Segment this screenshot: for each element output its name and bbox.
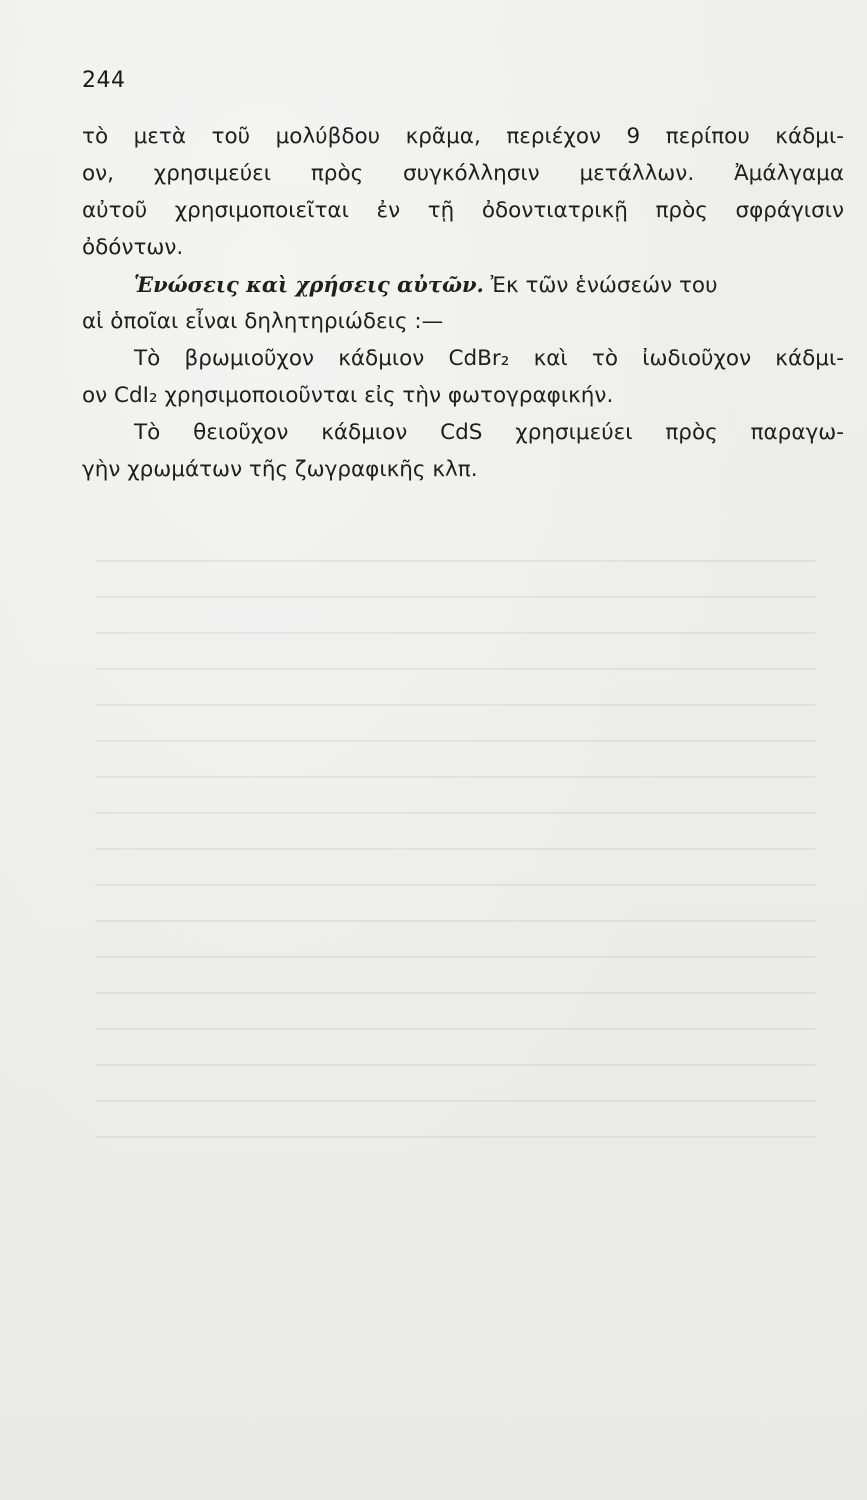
text-line: ὀδόντων. [82, 235, 184, 260]
show-through-texture [95, 560, 815, 1160]
text-line: αὐτοῦ χρησιμοποιεῖται ἐν τῇ ὀδοντιατρικῇ πρὸς σφράγισιν [82, 198, 844, 223]
text-line: Τὸ θειοῦχον κάδμιον CdS χρησιμεύει πρὸς παραγω- [134, 420, 844, 445]
text-line: ον, χρησιμεύει πρὸς συγκόλλησιν μετάλλων. Ἀμάλγαμα [82, 161, 844, 186]
section-heading: Ἑνώσεις καὶ χρήσεις αὐτῶν. [134, 272, 484, 297]
text-line: Τὸ βρωμιοῦχον κάδμιον CdBr₂ καὶ τὸ ἰωδιοῦχον κάδμι- [134, 346, 844, 371]
text-line: ον CdI₂ χρησιμοποιοῦνται εἰς τὴν φωτογραφικήν. [82, 383, 614, 408]
text-line: αἱ ὁποῖαι εἶναι δηλητηριώδεις :— [82, 309, 444, 334]
section-heading-line [82, 266, 844, 303]
text-line: γὴν χρωμάτων τῆς ζωγραφικῆς κλπ. [82, 457, 478, 482]
body-text [82, 118, 844, 488]
text-run: Ἐκ τῶν ἑνώσεών του [483, 273, 718, 298]
page-number: 244 [82, 68, 126, 93]
text-line: τὸ μετὰ τοῦ μολύβδου κρᾶμα, περιέχον 9 περίπου κάδμι- [82, 124, 844, 149]
